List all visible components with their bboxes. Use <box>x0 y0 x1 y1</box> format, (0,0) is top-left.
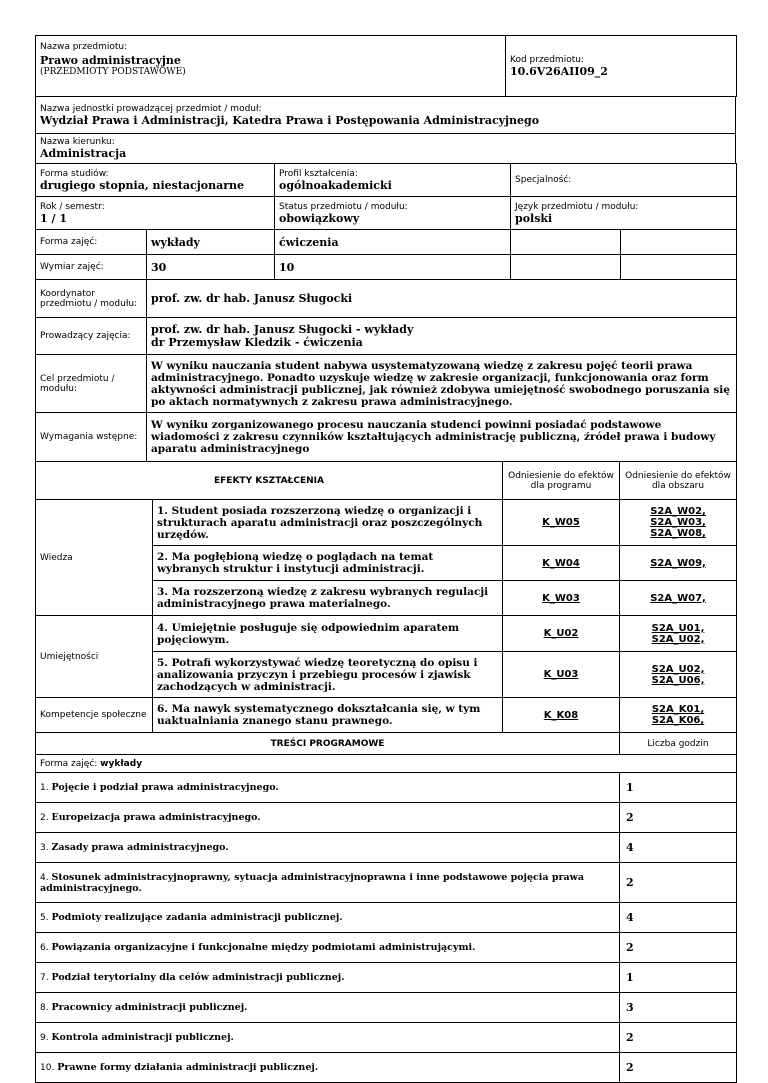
description-table <box>35 279 737 462</box>
field-cell <box>36 134 736 164</box>
area-code: S2A_W02, <box>650 506 706 517</box>
effect-program-code <box>503 698 620 733</box>
topic-hours: 2 <box>620 863 737 903</box>
profile-label: Profil kształcenia: <box>279 168 358 179</box>
topic-number: 6. <box>40 943 52 953</box>
topic-number: 3. <box>40 843 52 853</box>
program-form-row <box>36 755 737 773</box>
topic-title: Pracownicy administracji publicznej. <box>51 1002 248 1013</box>
topic-title: Kontrola administracji publicznej. <box>51 1032 234 1043</box>
class-form-lecture: wykłady <box>147 230 275 255</box>
topic-hours: 2 <box>620 933 737 963</box>
empty-cell <box>621 255 737 280</box>
unit-label: Nazwa jednostki prowadzącej przedmiot / moduł: <box>40 103 262 114</box>
course-code-cell <box>506 36 737 97</box>
topic-number: 9. <box>40 1033 52 1043</box>
topic-number: 4. <box>40 872 52 883</box>
effect-program-code <box>503 581 620 616</box>
teachers-cell <box>147 318 737 355</box>
area-code: S2A_K06, <box>651 715 705 726</box>
status-cell <box>275 197 511 230</box>
topic-number: 1. <box>40 783 52 793</box>
course-name: Prawo administracyjne <box>40 54 181 67</box>
year-value: 1 / 1 <box>40 211 67 225</box>
class-form-label: Forma zajęć: <box>36 230 147 255</box>
area-code: S2A_K01, <box>651 704 705 715</box>
topic-hours: 1 <box>620 773 737 803</box>
area-code: S2A_W09, <box>650 557 706 569</box>
language-value: polski <box>515 211 553 225</box>
topic-title: Prawne formy działania administracji publicznej. <box>57 1062 319 1073</box>
area-code: S2A_W07, <box>650 592 706 604</box>
course-code-label: Kod przedmiotu: <box>510 54 584 65</box>
class-hours-label: Wymiar zajęć: <box>36 255 147 280</box>
topic-hours: 4 <box>620 833 737 863</box>
study-form-value: drugiego stopnia, niestacjonarne <box>40 178 244 192</box>
topic-number: 5. <box>40 913 52 923</box>
effect-program-code-text: K_U02 <box>543 628 579 639</box>
program-form-prefix: Forma zajęć: <box>40 758 101 769</box>
area-code: S2A_W03, <box>650 517 706 528</box>
language-cell <box>511 197 737 230</box>
effect-area-codes <box>620 546 737 581</box>
topic-number: 10. <box>40 1063 58 1073</box>
effect-area-codes <box>620 698 737 733</box>
group-social: Kompetencje społeczne <box>36 698 153 733</box>
topic-hours: 4 <box>620 903 737 933</box>
course-name-label: Nazwa przedmiotu: <box>40 42 128 52</box>
program-header: TREŚCI PROGRAMOWE <box>36 733 620 755</box>
effect-area-codes <box>620 500 737 546</box>
teacher-lecture: prof. zw. dr hab. Janusz Sługocki - wykłady <box>151 323 414 336</box>
prereq-label: Wymagania wstępne: <box>36 413 147 462</box>
class-hours-lecture: 30 <box>147 255 275 280</box>
course-card <box>35 35 736 1083</box>
profile-cell <box>275 164 511 197</box>
unit-table <box>35 96 736 164</box>
area-code: S2A_U02, <box>651 663 705 675</box>
topic-hours: 3 <box>620 993 737 1023</box>
effect-text: 1. Student posiada rozszerzoną wiedzę o organizacji i strukturach aparatu administracji oraz poszczególnych urzędów. <box>153 500 503 546</box>
effect-program-code <box>503 652 620 698</box>
effects-program-header: Odniesienie do efektów dla programu <box>503 462 620 500</box>
topic-number: 2. <box>40 813 52 823</box>
topic-row <box>36 803 620 833</box>
field-label: Nazwa kierunku: <box>40 137 115 147</box>
teachers-label: Prowadzący zajęcia: <box>36 318 147 355</box>
empty-cell <box>511 255 621 280</box>
effect-text: 4. Umiejętnie posługuje się odpowiednim aparatem pojęciowym. <box>153 616 503 652</box>
effect-program-code-text: K_U03 <box>543 669 579 680</box>
class-form-exercise: ćwiczenia <box>275 230 511 255</box>
group-skills: Umiejętności <box>36 616 153 698</box>
effect-program-code-text: K_W03 <box>542 592 580 604</box>
effect-program-code-text: K_K08 <box>543 709 579 721</box>
year-label: Rok / semestr: <box>40 201 105 212</box>
goal-label: Cel przedmiotu / modułu: <box>36 355 147 413</box>
unit-cell <box>36 97 736 134</box>
topic-title: Powiązania organizacyjne i funkcjonalne między podmiotami administrującymi. <box>51 942 476 953</box>
topic-title: Zasady prawa administracyjnego. <box>51 842 229 853</box>
area-code: S2A_U06, <box>651 674 705 686</box>
field-value: Administracja <box>40 147 127 160</box>
effect-area-codes <box>620 652 737 698</box>
topic-hours: 2 <box>620 1023 737 1053</box>
topic-title: Podział terytorialny dla celów administracji publicznej. <box>51 972 345 983</box>
effect-text: 6. Ma nawyk systematycznego dokształcania się, w tym uaktualniania znanego stanu prawnego. <box>153 698 503 733</box>
status-label: Status przedmiotu / modułu: <box>279 201 408 212</box>
topic-hours: 2 <box>620 1053 737 1083</box>
topic-row <box>36 963 620 993</box>
unit-value: Wydział Prawa i Administracji, Katedra Prawa i Postępowania Administracyjnego <box>40 113 540 127</box>
topic-title: Podmioty realizujące zadania administracji publicznej. <box>51 912 343 923</box>
topic-hours: 1 <box>620 963 737 993</box>
effect-program-code-text: K_W05 <box>542 517 580 528</box>
empty-cell <box>511 230 621 255</box>
effect-program-code <box>503 616 620 652</box>
year-cell <box>36 197 275 230</box>
effects-table <box>35 461 737 733</box>
effects-area-header: Odniesienie do efektów dla obszaru <box>620 462 737 500</box>
course-code: 10.6V26AII09_2 <box>510 64 608 78</box>
coordinator-value: prof. zw. dr hab. Janusz Sługocki <box>147 280 737 318</box>
course-group: (PRZEDMIOTY PODSTAWOWE) <box>40 67 186 77</box>
effects-header: EFEKTY KSZTAŁCENIA <box>36 462 503 500</box>
header-table <box>35 35 737 97</box>
study-form-label: Forma studiów: <box>40 168 109 179</box>
topic-row <box>36 833 620 863</box>
study-form-cell <box>36 164 275 197</box>
topic-row <box>36 863 620 903</box>
effect-area-codes <box>620 616 737 652</box>
topic-row <box>36 773 620 803</box>
coordinator-label: Koordynator przedmiotu / modułu: <box>36 280 147 318</box>
effect-program-code-text: K_W04 <box>542 557 580 569</box>
specialty-cell <box>511 164 737 197</box>
prereq-text: W wyniku zorganizowanego procesu nauczania studenci powinni posiadać podstawowe wiadomości z zakresu czynników kształtujących administrację publiczną, źródeł prawa i budowy aparatu administracyjnego <box>147 413 737 462</box>
language-label: Język przedmiotu / modułu: <box>515 201 639 212</box>
topic-row <box>36 933 620 963</box>
teacher-exercise: dr Przemysław Kledzik - ćwiczenia <box>151 336 363 349</box>
effect-area-codes <box>620 581 737 616</box>
profile-value: ogólnoakademicki <box>279 178 392 192</box>
class-hours-exercise: 10 <box>275 255 511 280</box>
topic-row <box>36 993 620 1023</box>
empty-cell <box>621 230 737 255</box>
goal-text: W wyniku nauczania student nabywa usystematyzowaną wiedzę z zakresu pojęć teorii prawa administracyjnego. Ponadto uzyskuje wiedzę w zakresie organizacji, funkcjonowania oraz form aktywności administracji publicznej, jak również zdobywa umiejętność swobodnego poruszania się po aktach normatywnych z zakresu prawa administracyjnego. <box>147 355 737 413</box>
effect-text: 3. Ma rozszerzoną wiedzę z zakresu wybranych regulacji administracyjnego prawa materialnego. <box>153 581 503 616</box>
topic-number: 8. <box>40 1003 52 1013</box>
topic-row <box>36 1053 620 1083</box>
specialty-label: Specjalność: <box>515 175 572 185</box>
topic-title: Pojęcie i podział prawa administracyjnego. <box>51 782 279 793</box>
topic-number: 7. <box>40 973 52 983</box>
program-table <box>35 732 737 1083</box>
study-table <box>35 163 737 280</box>
topic-title: Stosunek administracyjnoprawny, sytuacja administracyjnoprawna i inne podstawowe pojęcia prawa administracyjnego. <box>40 871 585 894</box>
effect-text: 2. Ma pogłębioną wiedzę o poglądach na temat wybranych struktur i instytucji administracji. <box>153 546 503 581</box>
topic-title: Europeizacja prawa administracyjnego. <box>51 812 261 823</box>
topic-row <box>36 1023 620 1053</box>
program-hours-header: Liczba godzin <box>620 733 737 755</box>
status-value: obowiązkowy <box>279 211 360 225</box>
topic-row <box>36 903 620 933</box>
course-name-cell <box>36 36 506 97</box>
effect-text: 5. Potrafi wykorzystywać wiedzę teoretyczną do opisu i analizowania przyczyn i przebiegu procesów i zjawisk zachodzących w administracji. <box>153 652 503 698</box>
area-code: S2A_W08, <box>650 528 706 539</box>
effect-program-code <box>503 500 620 546</box>
group-knowledge: Wiedza <box>36 500 153 616</box>
program-form-value: wykłady <box>100 758 143 769</box>
area-code: S2A_U02, <box>651 633 705 645</box>
area-code: S2A_U01, <box>651 622 705 634</box>
topic-hours: 2 <box>620 803 737 833</box>
effect-program-code <box>503 546 620 581</box>
